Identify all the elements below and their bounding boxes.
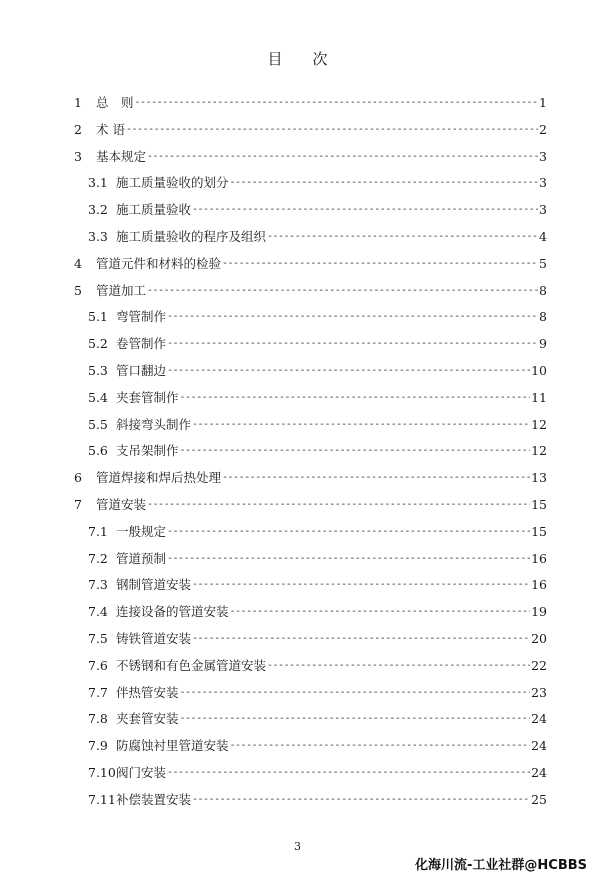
toc-entry-label: 连接设备的管道安装 bbox=[116, 604, 229, 620]
toc-entry-label: 防腐蚀衬里管道安装 bbox=[116, 738, 229, 754]
toc-entry-number: 3 bbox=[74, 148, 82, 164]
toc-entry[interactable] bbox=[88, 388, 547, 408]
toc-entry-number: 7.4 bbox=[88, 604, 108, 620]
toc-entry-page: 10 bbox=[531, 363, 547, 378]
toc-dot-leader bbox=[222, 254, 538, 274]
toc-entry[interactable] bbox=[88, 736, 547, 756]
toc-entry-label: 施工质量验收的划分 bbox=[116, 175, 229, 191]
toc-entry-number: 4 bbox=[74, 255, 82, 271]
toc-entry[interactable] bbox=[74, 254, 547, 274]
toc-entry-page: 12 bbox=[531, 416, 547, 432]
toc-entry-page: 19 bbox=[531, 604, 547, 620]
toc-entry-page: 3 bbox=[539, 202, 547, 218]
toc-entry[interactable] bbox=[88, 763, 547, 783]
toc-entry-label: 不锈钢和有色金属管道安装 bbox=[116, 657, 267, 673]
toc-entry-label: 阀门安装 bbox=[116, 765, 167, 780]
toc-entry-number: 5.5 bbox=[88, 416, 108, 432]
toc-entry-number: 7.8 bbox=[88, 711, 108, 727]
toc-entry-page: 16 bbox=[531, 550, 547, 566]
toc-entry-number: 7.3 bbox=[88, 577, 108, 593]
toc-title: 目 次 bbox=[267, 50, 328, 68]
toc-entry-number: 7.10 bbox=[88, 765, 116, 780]
toc-entry-label: 支吊架制作 bbox=[116, 443, 179, 459]
toc-entry-label: 施工质量验收的程序及组织 bbox=[116, 229, 267, 244]
toc-dot-leader bbox=[147, 147, 538, 167]
toc-entry[interactable] bbox=[88, 790, 547, 810]
toc-dot-leader bbox=[167, 307, 538, 327]
toc-entry-page: 20 bbox=[531, 631, 547, 646]
toc-entry-label: 铸铁管道安装 bbox=[116, 631, 192, 646]
toc-entry[interactable] bbox=[88, 656, 547, 676]
toc-entry-page: 16 bbox=[531, 577, 547, 593]
toc-entry-number: 7 bbox=[74, 497, 82, 512]
toc-entry-number: 1 bbox=[74, 95, 82, 110]
toc-entry-number: 5.2 bbox=[88, 336, 108, 352]
toc-entry-page: 3 bbox=[539, 175, 547, 191]
toc-entry-label: 钢制管道安装 bbox=[116, 577, 192, 593]
toc-entry[interactable] bbox=[74, 120, 547, 140]
toc-entry-number: 5.6 bbox=[88, 443, 108, 459]
toc-entry-label: 总 则 bbox=[96, 95, 134, 110]
toc-entry[interactable] bbox=[88, 227, 547, 247]
toc-entry[interactable] bbox=[88, 361, 547, 381]
toc-entry-page: 3 bbox=[539, 148, 547, 164]
toc-entry-number: 7.9 bbox=[88, 738, 108, 754]
toc-entry[interactable] bbox=[88, 173, 547, 193]
toc-entry[interactable] bbox=[88, 334, 547, 354]
toc-entry-label: 夹套管制作 bbox=[116, 389, 179, 405]
toc-entry-number: 7.2 bbox=[88, 550, 108, 566]
toc-entry-label: 夹套管安装 bbox=[116, 711, 179, 727]
toc-dot-leader bbox=[180, 441, 531, 461]
toc-dot-leader bbox=[180, 388, 531, 408]
toc-entry[interactable] bbox=[88, 575, 547, 595]
toc-dot-leader bbox=[147, 495, 530, 515]
toc-dot-leader bbox=[192, 790, 530, 810]
toc-entry-number: 2 bbox=[74, 121, 82, 137]
toc-entry-number: 7.1 bbox=[88, 523, 108, 539]
toc-entry-label: 弯管制作 bbox=[116, 309, 167, 325]
toc-entry-number: 7.11 bbox=[88, 791, 116, 807]
toc-dot-leader bbox=[230, 173, 539, 193]
toc-dot-leader bbox=[126, 120, 538, 140]
toc-entry[interactable] bbox=[74, 281, 547, 301]
toc-entry-page: 4 bbox=[539, 229, 547, 244]
toc-dot-leader bbox=[267, 656, 530, 676]
toc-dot-leader bbox=[167, 763, 530, 783]
toc-dot-leader bbox=[147, 281, 538, 301]
toc-entry-page: 12 bbox=[531, 443, 547, 459]
toc-dot-leader bbox=[167, 522, 530, 542]
toc-entry[interactable] bbox=[88, 200, 547, 220]
toc-dot-leader bbox=[192, 629, 530, 649]
toc-entry[interactable] bbox=[88, 415, 547, 435]
toc-entry-number: 5.4 bbox=[88, 389, 108, 405]
toc-entry[interactable] bbox=[74, 147, 547, 167]
toc-dot-leader bbox=[192, 200, 538, 220]
toc-dot-leader bbox=[180, 683, 531, 703]
toc-entry[interactable] bbox=[88, 522, 547, 542]
toc-entry-label: 管道预制 bbox=[116, 550, 167, 566]
toc-dot-leader bbox=[135, 93, 539, 113]
toc-entry-page: 23 bbox=[531, 684, 547, 700]
toc-dot-leader bbox=[267, 227, 538, 247]
toc-entry[interactable] bbox=[88, 683, 547, 703]
toc-entry-number: 3.2 bbox=[88, 202, 108, 218]
toc-entry[interactable] bbox=[74, 468, 547, 488]
toc-entry[interactable] bbox=[74, 93, 547, 113]
toc-entry[interactable] bbox=[88, 709, 547, 729]
page-number: 3 bbox=[294, 840, 301, 853]
toc-entry-page: 15 bbox=[531, 523, 547, 539]
toc-entry-page: 22 bbox=[531, 657, 547, 673]
toc-entry-number: 3.3 bbox=[88, 229, 108, 244]
toc-entry[interactable] bbox=[88, 441, 547, 461]
toc-entry-page: 25 bbox=[531, 791, 547, 807]
toc-dot-leader bbox=[167, 549, 530, 569]
toc-entry-label: 施工质量验收 bbox=[116, 202, 192, 218]
toc-dot-leader bbox=[222, 468, 530, 488]
toc-entry-number: 7.7 bbox=[88, 684, 108, 700]
toc-entry-number: 6 bbox=[74, 470, 82, 486]
toc-entry-page: 9 bbox=[539, 336, 547, 352]
toc-entry-page: 1 bbox=[539, 95, 547, 110]
toc-entry-label: 管道焊接和焊后热处理 bbox=[96, 470, 222, 486]
toc-entry-page: 24 bbox=[531, 765, 547, 780]
toc-entry-number: 3.1 bbox=[88, 175, 108, 191]
watermark: 化海川流-工业社群@HCBBS bbox=[415, 858, 587, 873]
toc-entry-page: 8 bbox=[539, 282, 547, 298]
toc-entry-number: 5 bbox=[74, 282, 82, 298]
toc-dot-leader bbox=[192, 415, 530, 435]
toc-entry-label: 管口翻边 bbox=[116, 363, 167, 378]
toc-entry-label: 基本规定 bbox=[96, 148, 147, 164]
toc-entry-page: 13 bbox=[531, 470, 547, 486]
toc-entry-number: 7.6 bbox=[88, 657, 108, 673]
toc-entry-label: 一般规定 bbox=[116, 523, 167, 539]
toc-entry-page: 8 bbox=[539, 309, 547, 325]
toc-entry-label: 卷管制作 bbox=[116, 336, 167, 352]
toc-entry[interactable] bbox=[88, 549, 547, 569]
toc-entry-number: 7.5 bbox=[88, 631, 108, 646]
toc-dot-leader bbox=[167, 334, 538, 354]
toc-entry-page: 5 bbox=[539, 255, 547, 271]
toc-entry[interactable] bbox=[74, 495, 547, 515]
toc-entry-label: 伴热管安装 bbox=[116, 684, 179, 700]
toc-entry-number: 5.1 bbox=[88, 309, 108, 325]
toc-entry[interactable] bbox=[88, 307, 547, 327]
toc-dot-leader bbox=[230, 736, 531, 756]
toc-entry-label: 管道加工 bbox=[96, 282, 147, 298]
toc-entry-page: 11 bbox=[531, 389, 547, 405]
toc-entry-label: 术 语 bbox=[96, 121, 125, 137]
toc-entry-number: 5.3 bbox=[88, 363, 108, 378]
toc-entry-page: 24 bbox=[531, 738, 547, 754]
toc-entry-page: 2 bbox=[539, 121, 547, 137]
toc-dot-leader bbox=[180, 709, 531, 729]
toc-entry-label: 管道安装 bbox=[96, 497, 147, 512]
toc-entry-label: 管道元件和材料的检验 bbox=[96, 255, 222, 271]
toc-dot-leader bbox=[230, 602, 531, 622]
toc-entry-page: 15 bbox=[531, 497, 547, 512]
toc-dot-leader bbox=[167, 361, 530, 381]
toc-entry-page: 24 bbox=[531, 711, 547, 727]
toc-dot-leader bbox=[192, 575, 530, 595]
toc-entry-label: 斜接弯头制作 bbox=[116, 416, 192, 432]
toc-entry-label: 补偿装置安装 bbox=[116, 791, 192, 807]
toc-entry[interactable] bbox=[88, 629, 547, 649]
toc-entry[interactable] bbox=[88, 602, 547, 622]
